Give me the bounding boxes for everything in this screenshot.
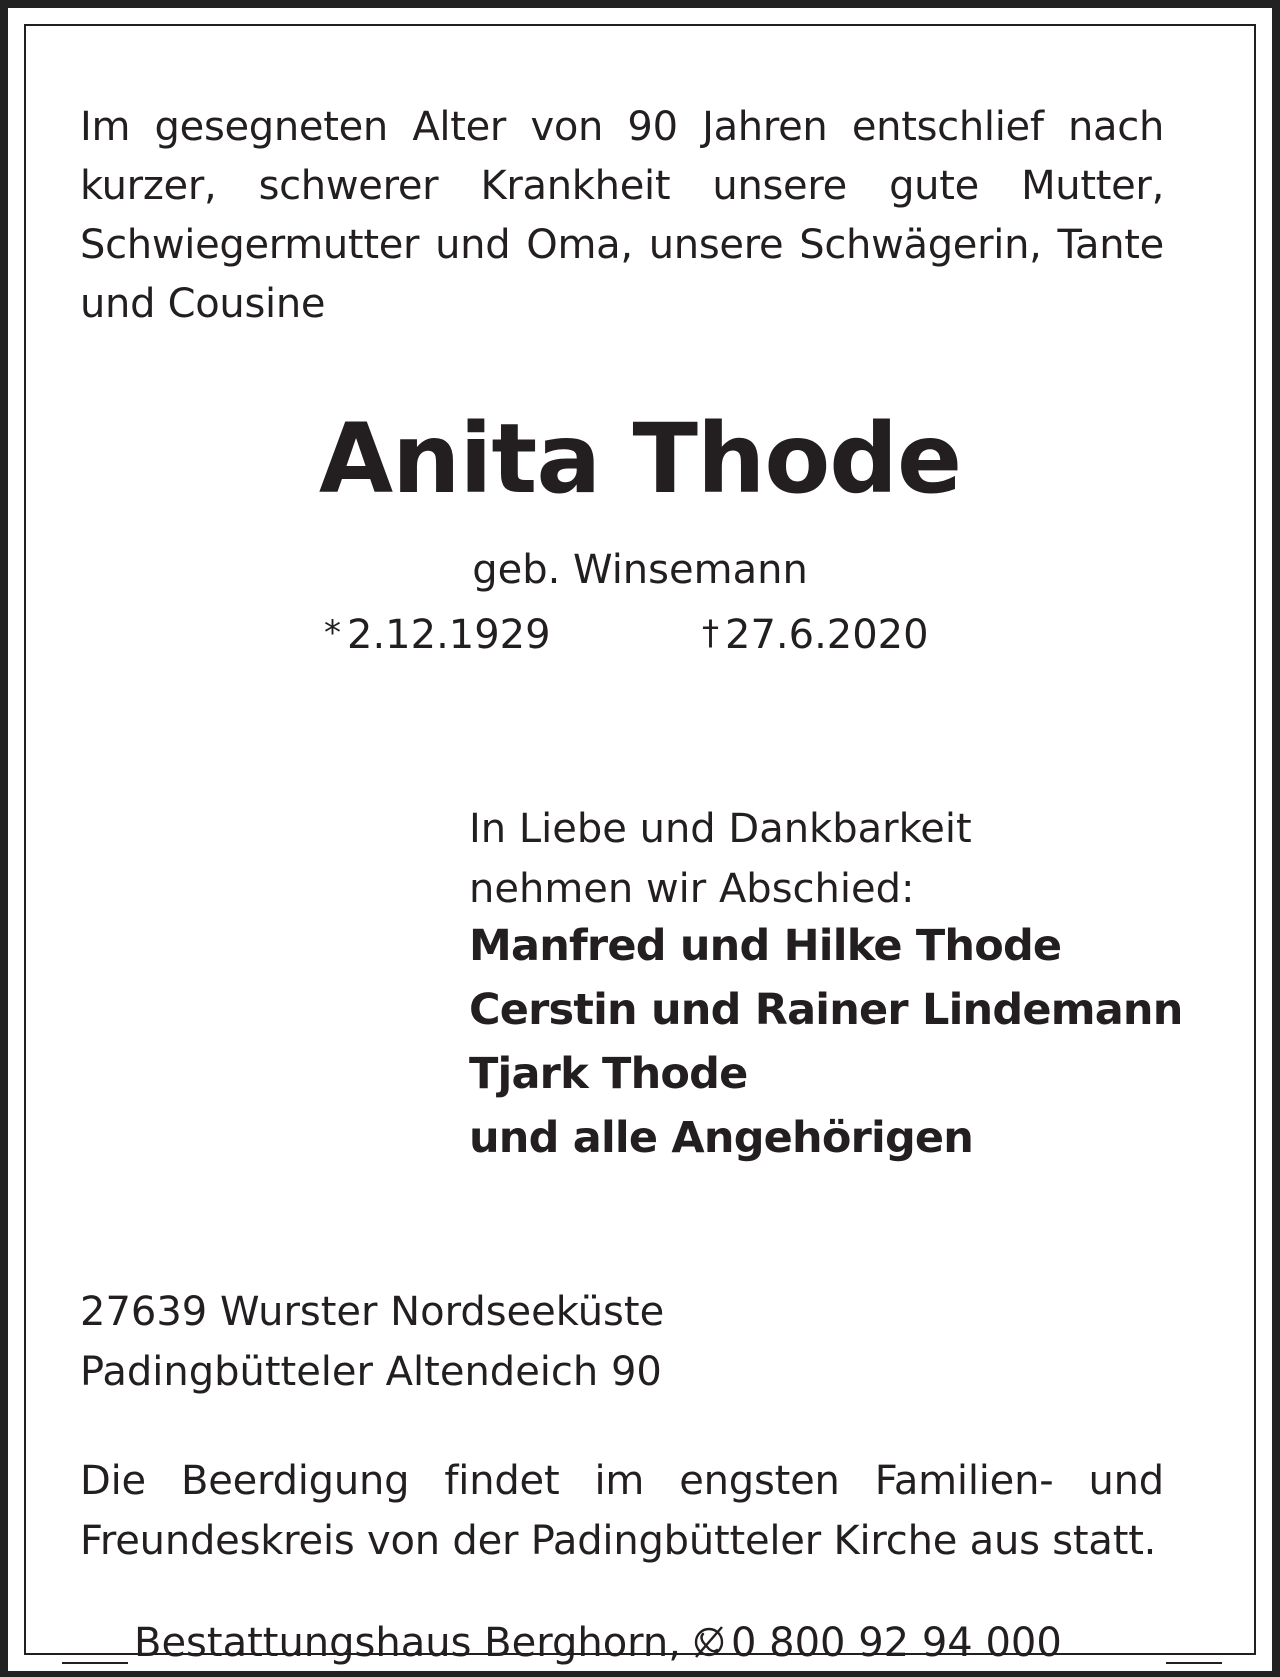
intro-text: Im gesegneten Alter von 90 Jahren entschlief nach kurzer, schwerer Krankheit unsere gute Mutter, Schwiegermutter und Oma, unsere Schwägerin, Tante und Cousine <box>80 104 1164 327</box>
footer-rule-right <box>1166 1662 1222 1664</box>
footer-text <box>134 1618 1062 1668</box>
mourner-item: Cerstin und Rainer Lindemann <box>469 985 1183 1035</box>
birth-date-group <box>324 610 551 660</box>
farewell-line: nehmen wir Abschied: <box>469 866 915 912</box>
funeral-home-name: Bestattungshaus Berghorn, <box>134 1620 681 1666</box>
farewell-line: In Liebe und Dankbarkeit <box>469 806 972 852</box>
funeral-home-footer <box>8 1618 1272 1668</box>
mourners-list <box>469 914 1183 1170</box>
death-date-group <box>702 610 929 660</box>
funeral-notice: Die Beerdigung findet im engsten Familien- und Freundeskreis von der Padingbütteler Kirche aus statt. <box>80 1458 1164 1564</box>
mourner-item: Tjark Thode <box>469 1049 748 1099</box>
farewell-text <box>469 799 972 919</box>
birth-star-icon: * <box>324 613 341 653</box>
obituary-border <box>24 24 1256 1655</box>
address-block <box>80 1282 664 1402</box>
maiden-name: geb. Winsemann <box>472 547 808 593</box>
address-line: 27639 Wurster Nordseeküste <box>80 1289 665 1335</box>
death-cross-icon: † <box>702 613 719 653</box>
footer-rule-left <box>62 1662 128 1664</box>
phone-handset-icon <box>691 1624 727 1660</box>
mourner-item: und alle Angehörigen <box>469 1113 974 1163</box>
birth-date: 2.12.1929 <box>347 612 551 658</box>
death-date: 27.6.2020 <box>725 612 929 658</box>
address-line: Padingbütteler Altendeich 90 <box>80 1349 662 1395</box>
deceased-name: Anita Thode <box>318 403 962 515</box>
funeral-home-phone: 0 800 92 94 000 <box>730 1620 1062 1666</box>
mourner-item: Manfred und Hilke Thode <box>469 921 1062 971</box>
obituary-card <box>8 8 1272 1671</box>
